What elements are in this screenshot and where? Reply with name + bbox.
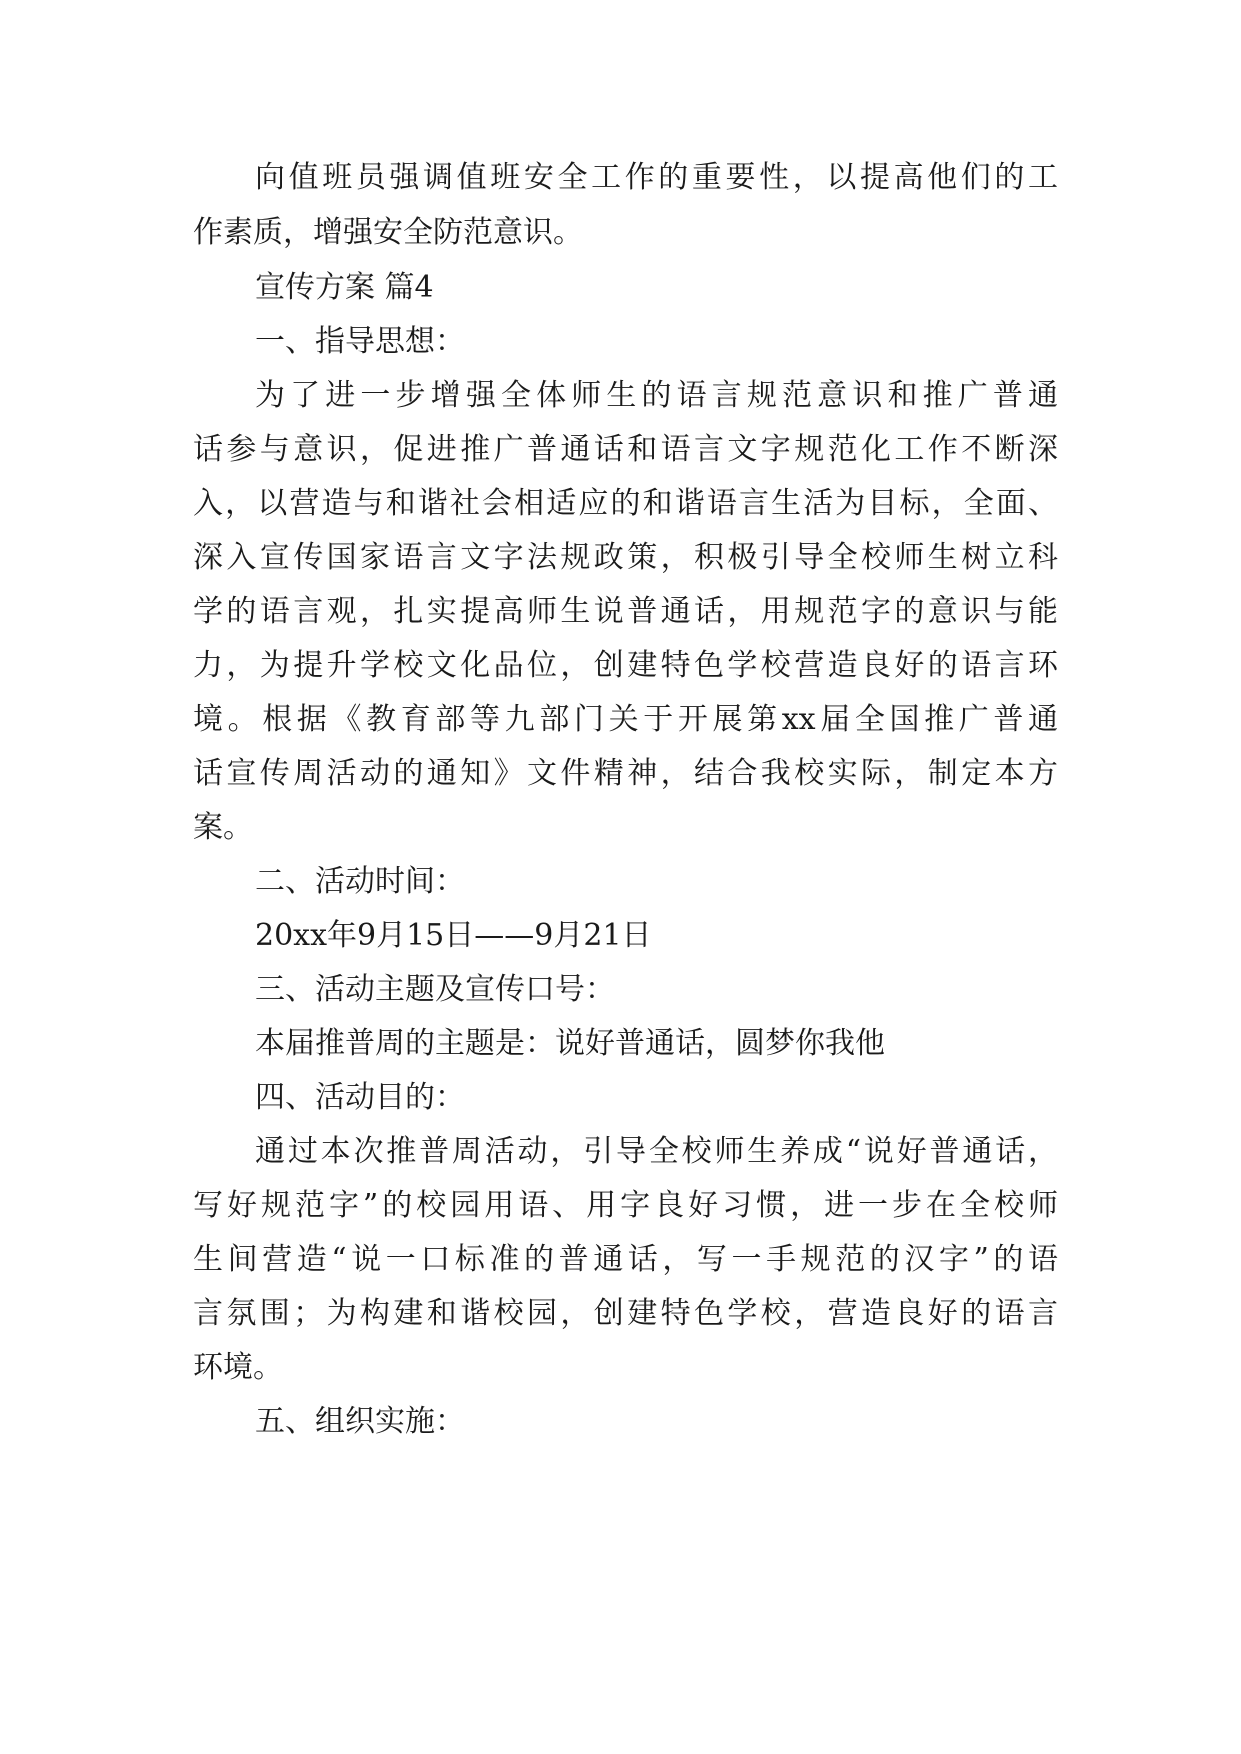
section-heading: 一、指导思想： xyxy=(255,324,465,359)
date-range: 20xx年9月15日——9月21日 xyxy=(255,918,652,953)
paragraph-line: 生间营造“说一口标准的普通话，写一手规范的汉字”的语 xyxy=(193,1242,1058,1277)
paragraph-line: 向值班员强调值班安全工作的重要性，以提高他们的工 xyxy=(255,160,1058,195)
paragraph-line: 学的语言观，扎实提高师生说普通话，用规范字的意识与能 xyxy=(193,594,1058,629)
section-heading: 三、活动主题及宣传口号： xyxy=(255,972,615,1007)
paragraph-line: 入，以营造与和谐社会相适应的和谐语言生活为目标，全面、 xyxy=(193,486,1058,521)
paragraph-line: 言氛围；为构建和谐校园，创建特色学校，营造良好的语言 xyxy=(193,1296,1058,1331)
section-heading: 四、活动目的： xyxy=(255,1080,465,1115)
paragraph-line: 通过本次推普周活动，引导全校师生养成“说好普通话， xyxy=(255,1134,1058,1169)
paragraph-line: 环境。 xyxy=(193,1350,283,1385)
section-heading: 五、组织实施： xyxy=(255,1404,465,1439)
paragraph-line: 本届推普周的主题是：说好普通话，圆梦你我他 xyxy=(255,1026,885,1061)
paragraph-line: 话参与意识，促进推广普通话和语言文字规范化工作不断深 xyxy=(193,432,1058,467)
paragraph-line: 作素质，增强安全防范意识。 xyxy=(193,215,583,250)
paragraph-line: 写好规范字”的校园用语、用字良好习惯，进一步在全校师 xyxy=(193,1188,1058,1223)
paragraph-line: 为了进一步增强全体师生的语言规范意识和推广普通 xyxy=(255,378,1058,413)
section-title: 宣传方案 篇4 xyxy=(255,270,434,305)
paragraph-line: 案。 xyxy=(193,810,253,845)
paragraph-line: 话宣传周活动的通知》文件精神，结合我校实际，制定本方 xyxy=(193,756,1058,791)
paragraph-line: 境。根据《教育部等九部门关于开展第xx届全国推广普通 xyxy=(193,702,1058,737)
section-heading: 二、活动时间： xyxy=(255,864,465,899)
paragraph-line: 深入宣传国家语言文字法规政策，积极引导全校师生树立科 xyxy=(193,540,1058,575)
paragraph-line: 力，为提升学校文化品位，创建特色学校营造良好的语言环 xyxy=(193,648,1058,683)
